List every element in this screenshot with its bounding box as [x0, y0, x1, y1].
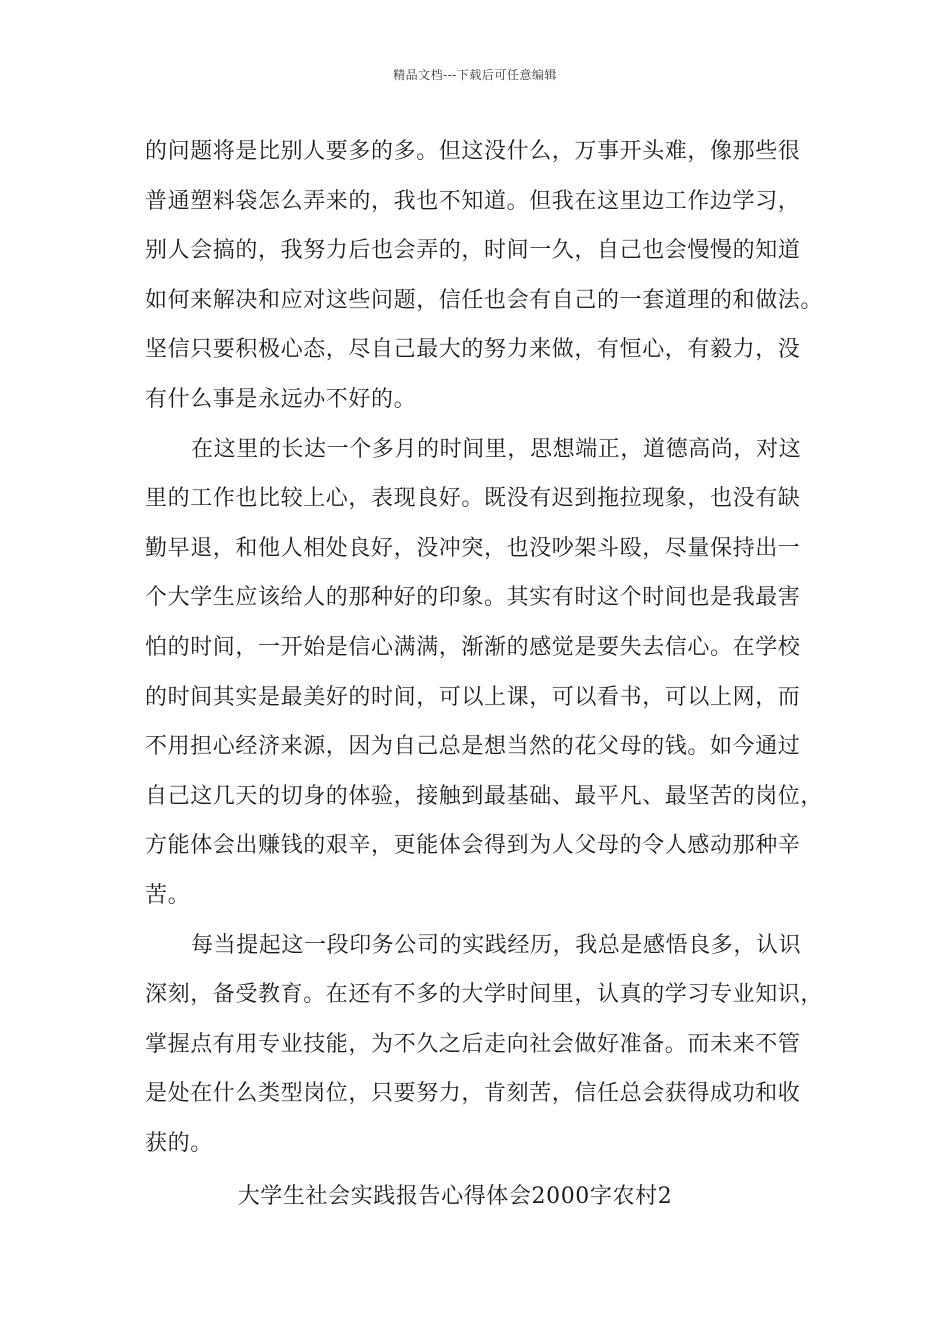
page-header: 精品文档---下载后可任意编辑 — [393, 68, 557, 82]
text-line: 每当提起这一段印务公司的实践经历，我总是感悟良多，认识 — [191, 932, 802, 958]
paragraph — [145, 425, 825, 921]
text-line: 个大学生应该给人的那种好的印象。其实有时这个时间也是我最害 — [145, 585, 801, 611]
text-line: 的时间其实是最美好的时间，可以上课，可以看书，可以上网，而 — [145, 684, 801, 710]
text-line: 获的。 — [145, 1130, 213, 1156]
text-line: 坚信只要积极心态，尽自己最大的努力来做，有恒心，有毅力，没 — [145, 337, 801, 363]
document-body — [145, 127, 825, 1168]
text-line: 的问题将是比别人要多的多。但这没什么，万事开头难，像那些很 — [145, 139, 801, 164]
text-line: 有什么事是永远办不好的。 — [145, 386, 417, 412]
text-line: 深刻，备受教育。在还有不多的大学时间里，认真的学习专业知识， — [145, 982, 824, 1008]
paragraph — [145, 127, 825, 425]
text-line: 在这里的长达一个多月的时间里，思想端正，道德高尚，对这 — [191, 436, 802, 462]
text-line: 是处在什么类型岗位，只要努力，肯刻苦，信任总会获得成功和收 — [145, 1081, 801, 1107]
text-line: 别人会搞的，我努力后也会弄的，时间一久，自己也会慢慢的知道 — [145, 238, 801, 264]
text-line: 自己这几天的切身的体验，接触到最基础、最平凡、最坚苦的岗位， — [145, 783, 824, 809]
text-line: 怕的时间，一开始是信心满满，渐渐的感觉是要失去信心。在学校 — [145, 634, 801, 660]
text-line: 不用担心经济来源，因为自己总是想当然的花父母的钱。如今通过 — [145, 734, 801, 760]
text-line: 苦。 — [145, 882, 191, 908]
text-line: 如何来解决和应对这些问题，信任也会有自己的一套道理的和做法。 — [145, 287, 824, 313]
section-title: 大学生社会实践报告心得体会2000字农村2 — [237, 1184, 673, 1209]
text-line: 方能体会出赚钱的艰辛，更能体会得到为人父母的令人感动那种辛 — [145, 833, 801, 859]
text-line: 勤早退，和他人相处良好，没冲突，也没吵架斗殴，尽量保持出一 — [145, 535, 801, 561]
text-line: 普通塑料袋怎么弄来的，我也不知道。但我在这里边工作边学习， — [145, 188, 801, 214]
text-line: 掌握点有用专业技能，为不久之后走向社会做好准备。而未来不管 — [145, 1031, 801, 1057]
text-line: 里的工作也比较上心，表现良好。既没有迟到拖拉现象，也没有缺 — [145, 486, 801, 512]
paragraph — [145, 921, 825, 1169]
